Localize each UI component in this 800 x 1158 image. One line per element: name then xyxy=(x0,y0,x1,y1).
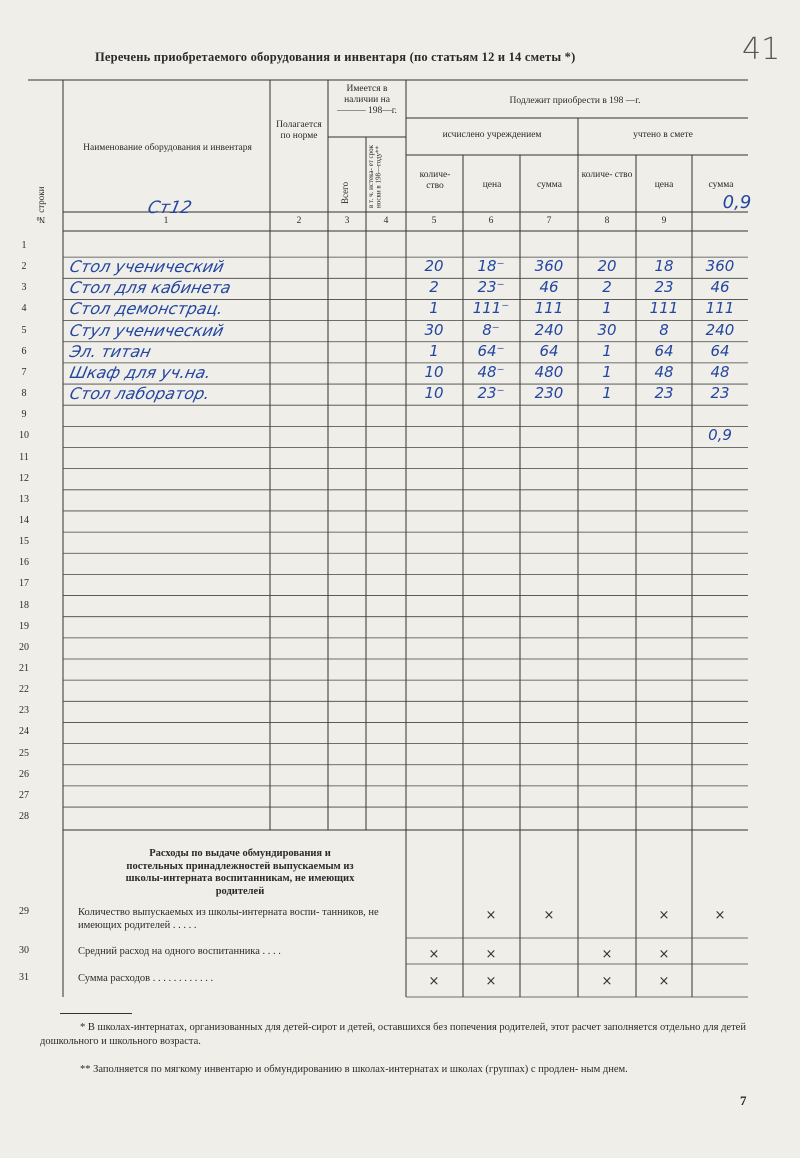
header-total: Всего xyxy=(340,181,350,204)
cell-p1: 23⁻ xyxy=(477,384,505,403)
cross-mark: × xyxy=(601,974,613,989)
cell-s2: 360 xyxy=(705,257,735,276)
cell-p1: 23⁻ xyxy=(477,278,505,297)
cell-s2: 48 xyxy=(710,362,730,381)
cell-q1: 10 xyxy=(424,384,444,403)
cell-s1: 240 xyxy=(534,320,564,339)
cell-p2: 23 xyxy=(654,278,674,297)
row-number: 16 xyxy=(19,557,29,569)
item-name: Стол демонстрац. xyxy=(67,299,225,319)
row-number: 7 xyxy=(21,366,27,378)
cell-q1: 1 xyxy=(429,341,439,360)
row-number: 12 xyxy=(19,472,29,484)
cross-mark: × xyxy=(485,974,497,989)
cell-p1: 48⁻ xyxy=(477,362,505,381)
cross-mark: × xyxy=(485,947,497,962)
cell-s2: 240 xyxy=(705,320,735,339)
column-number: 1 xyxy=(163,216,169,226)
item-name: Стол лаборатор. xyxy=(67,384,212,404)
header-name: Наименование оборудования и инвентаря xyxy=(83,143,252,153)
cell-p2: 64 xyxy=(654,341,674,360)
cell-p2: 23 xyxy=(654,384,674,403)
row-number: 25 xyxy=(19,747,29,759)
cell-q1: 1 xyxy=(429,299,439,318)
cell-p2: 48 xyxy=(654,362,674,381)
row-number: 2 xyxy=(21,261,27,273)
summary-row-number: 29 xyxy=(19,906,29,917)
row-number: 24 xyxy=(19,726,29,738)
cell-p1: 18⁻ xyxy=(477,257,505,276)
cell-s2: 111 xyxy=(705,299,735,318)
summary-row-label: Количество выпускаемых из школы-интерната воспи- танников, не имеющих родителей . . . . . xyxy=(78,907,379,931)
row-number: 19 xyxy=(19,620,29,632)
cell-q2: 1 xyxy=(602,362,612,381)
footnote-1: * В школах-интернатах, организованных для детей-сирот и детей, оставшихся без попечения родителей, этот расчет заполняется отдельно для детей дошкольного и школьного возраста. xyxy=(40,1022,746,1047)
handwritten-page-mark: 41 xyxy=(742,32,781,67)
row-number: 4 xyxy=(21,303,27,315)
summary-row-label: Сумма расходов . . . . . . . . . . . . xyxy=(78,973,214,984)
row-number: 21 xyxy=(19,663,29,674)
item-name: Стол для кабинета xyxy=(67,278,233,298)
cell-q1: 30 xyxy=(424,320,444,339)
cell-q2: 2 xyxy=(602,278,612,297)
cell-p1: 8⁻ xyxy=(482,320,500,339)
column-number: 6 xyxy=(488,216,494,226)
item-name: Шкаф для уч.на. xyxy=(67,362,213,382)
column-number: 7 xyxy=(546,216,552,226)
cell-q1: 2 xyxy=(429,278,439,297)
cross-mark: × xyxy=(714,908,726,923)
cross-mark: × xyxy=(601,947,613,962)
column-number: 9 xyxy=(661,216,667,226)
header-qty-2: количе- ство xyxy=(581,170,633,180)
cell-s2: 64 xyxy=(710,341,730,360)
header-sum-2: сумма xyxy=(708,180,734,190)
cell-p2: 18 xyxy=(654,257,674,276)
header-price-2: цена xyxy=(654,180,674,190)
cell-q2: 20 xyxy=(597,257,617,276)
handwritten-article-code: Ст12 xyxy=(145,198,194,218)
row-number: 18 xyxy=(19,599,29,611)
cross-mark: × xyxy=(658,974,670,989)
item-name: Стол ученический xyxy=(67,257,226,277)
cell-p2: 8 xyxy=(659,320,669,339)
column-number: 2 xyxy=(296,216,302,226)
header-worn: в т. ч. истека- ет срок носки в 198—году** xyxy=(367,144,383,208)
row-number: 10 xyxy=(19,430,29,442)
cell-q2: 1 xyxy=(602,341,612,360)
row-number: 1 xyxy=(21,240,27,251)
header-row-number: № строки xyxy=(36,186,46,225)
cross-mark: × xyxy=(543,908,555,923)
header-qty-1: количе- ство xyxy=(419,170,451,191)
item-name: Эл. титан xyxy=(67,341,153,361)
item-name: Стул ученический xyxy=(67,320,226,340)
header-available: Имеется в наличии на ——— 198—г. xyxy=(337,84,397,116)
cross-mark: × xyxy=(658,908,670,923)
row-number: 11 xyxy=(19,451,29,463)
row-number: 3 xyxy=(21,282,27,294)
cell-s1: 46 xyxy=(539,278,559,297)
header-sum-1: сумма xyxy=(537,180,562,190)
summary-row-number: 30 xyxy=(19,945,29,956)
summary-row-label: Средний расход на одного воспитанника . . . . xyxy=(78,946,281,957)
summary-title: Расходы по выдаче обмундирования и постельных принадлежностей выпускаемым из школы-интерната воспитанникам, не имеющих родителей xyxy=(125,848,355,897)
row-number: 8 xyxy=(21,388,27,400)
column-number: 4 xyxy=(383,216,389,226)
cross-mark: × xyxy=(485,908,497,923)
row-number: 17 xyxy=(19,578,29,590)
cell-s2: 46 xyxy=(710,278,730,297)
row-number: 6 xyxy=(21,345,27,357)
row-number: 22 xyxy=(19,684,29,696)
header-price-1: цена xyxy=(482,180,502,190)
row-number: 5 xyxy=(21,324,27,336)
row-number: 13 xyxy=(19,493,29,505)
row-number: 15 xyxy=(19,536,29,548)
cell-q2: 1 xyxy=(602,299,612,318)
header-to-buy: Подлежит приобрести в 198 —г. xyxy=(509,96,641,106)
header-in-estimate: учтено в смете xyxy=(633,130,693,140)
cell-s2: 0,9 xyxy=(708,426,732,445)
row-number: 9 xyxy=(21,409,27,421)
cell-s2: 23 xyxy=(710,384,730,403)
cell-s1: 480 xyxy=(534,362,564,381)
header-by-institution: исчислено учреждением xyxy=(442,130,542,140)
row-number: 28 xyxy=(19,811,29,823)
footnote-2: ** Заполняется по мягкому инвентарю и обмундированию в школах-интернатах и школах (группах) с продлен- ным днем. xyxy=(80,1064,628,1075)
row-number: 23 xyxy=(19,705,29,717)
page-title: Перечень приобретаемого оборудования и инвентаря (по статьям 12 и 14 сметы *) xyxy=(95,50,576,64)
cell-p1: 111⁻ xyxy=(472,299,510,318)
footnote-rule xyxy=(60,1013,132,1014)
cell-q2: 1 xyxy=(602,384,612,403)
cell-s1: 64 xyxy=(539,341,559,360)
cell-s1: 360 xyxy=(534,257,564,276)
handwritten-corner-value: 0,9 xyxy=(722,192,752,213)
header-norm: Полагается по норме xyxy=(276,120,322,141)
cross-mark: × xyxy=(428,974,440,989)
cell-p1: 64⁻ xyxy=(477,341,505,360)
cross-mark: × xyxy=(658,947,670,962)
row-number: 26 xyxy=(19,768,29,780)
cell-s1: 111 xyxy=(534,299,564,318)
cell-p2: 111 xyxy=(649,299,679,318)
row-number: 20 xyxy=(19,641,29,653)
page-number: 7 xyxy=(740,1093,747,1108)
column-number: 5 xyxy=(431,216,437,226)
column-number: 8 xyxy=(604,216,610,226)
column-number: 3 xyxy=(344,216,350,226)
cell-q2: 30 xyxy=(597,320,617,339)
cell-s1: 230 xyxy=(534,384,564,403)
summary-row-number: 31 xyxy=(19,972,29,983)
row-number: 27 xyxy=(19,789,29,801)
cross-mark: × xyxy=(428,947,440,962)
cell-q1: 10 xyxy=(424,362,444,381)
row-number: 14 xyxy=(19,514,29,526)
cell-q1: 20 xyxy=(424,257,444,276)
